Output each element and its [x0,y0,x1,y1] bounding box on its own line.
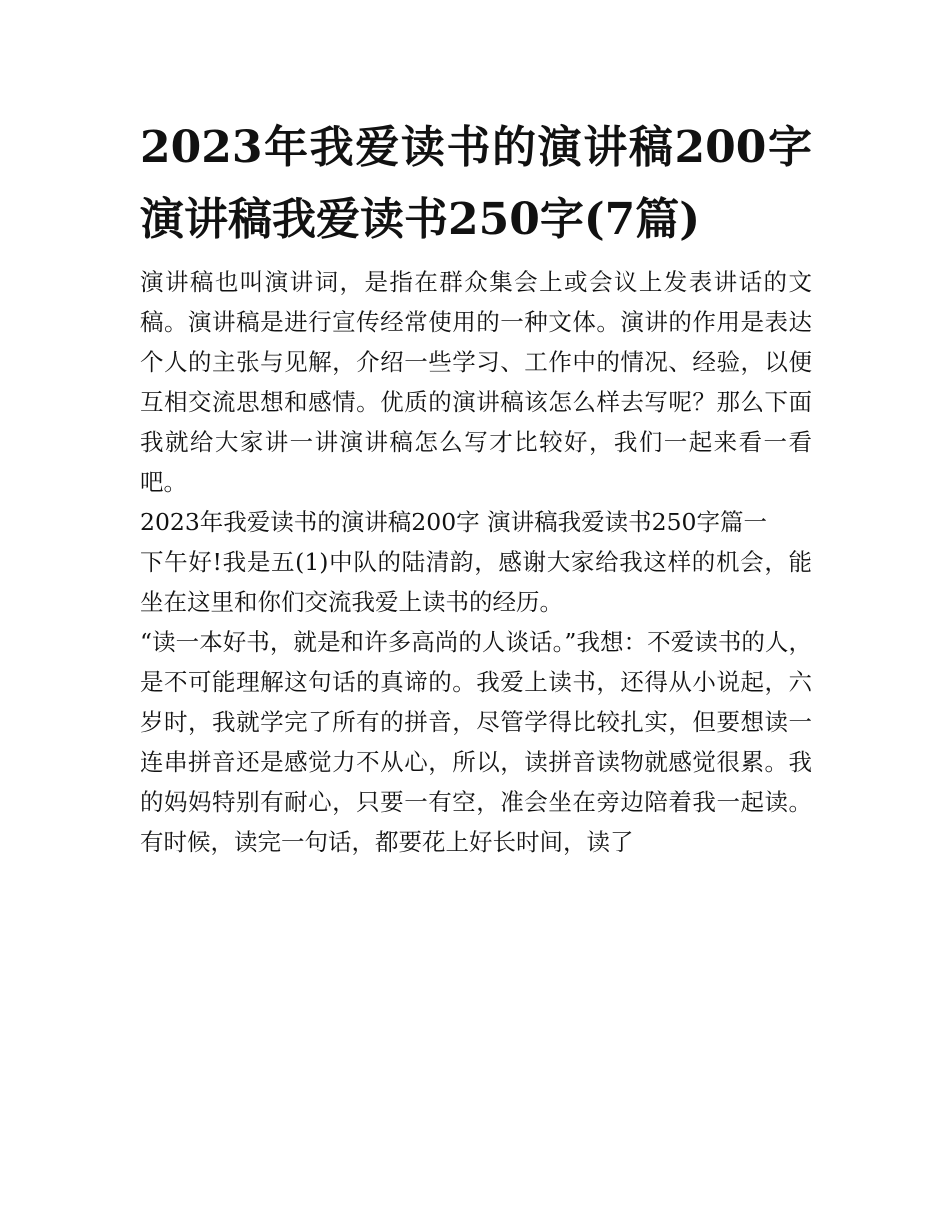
document-title: 2023年我爱读书的演讲稿200字 演讲稿我爱读书250字(7篇) [140,122,812,245]
document-body [140,112,812,862]
section-heading: 2023年我爱读书的演讲稿200字 演讲稿我爱读书250字篇一 [140,508,767,536]
body-paragraph: “读一本好书，就是和许多高尚的人谈话。”我想：不爱读书的人，是不可能理解这句话的真谛的。我爱上读书，还得从小说起，六岁时，我就学完了所有的拼音，尽管学得比较扎实，但要想读一连串拼音还是感觉力不从心，所以，读拼音读物就感觉很累。我的妈妈特别有耐心，只要一有空，准会坐在旁边陪着我一起读。有时候，读完一句话，都要花上好长时间，读了 [140,628,812,856]
intro-paragraph: 演讲稿也叫演讲词，是指在群众集会上或会议上发表讲话的文稿。演讲稿是进行宣传经常使用的一种文体。演讲的作用是表达个人的主张与见解，介绍一些学习、工作中的情况、经验，以便互相交流思想和感情。优质的演讲稿该怎么样去写呢？那么下面我就给大家讲一讲演讲稿怎么写才比较好，我们一起来看一看吧。 [140,268,812,496]
greeting-paragraph: 下午好!我是五(1)中队的陆清韵，感谢大家给我这样的机会，能坐在这里和你们交流我爱上读书的经历。 [140,548,812,616]
